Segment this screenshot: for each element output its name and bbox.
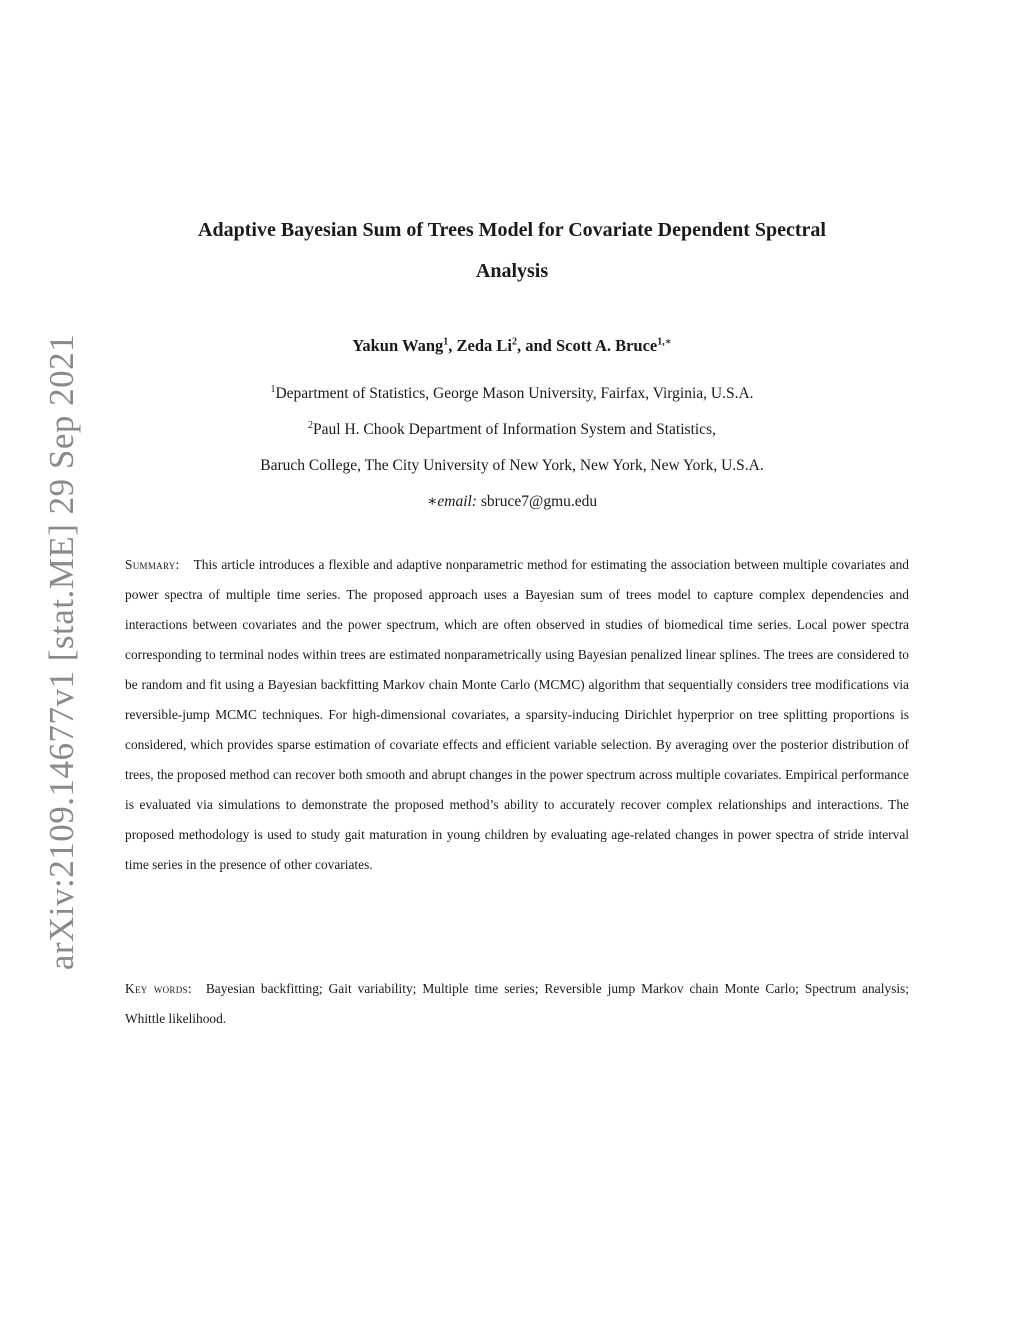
keywords-text: Bayesian backfitting; Gait variability; Multiple time series; Reversible jump Markov chain Monte Carlo; Spectrum analysis; Whittle likelihood.: [125, 981, 909, 1026]
paper-title-line-1: Adaptive Bayesian Sum of Trees Model for Covariate Dependent Spectral: [198, 219, 826, 241]
affiliations: [0, 376, 1024, 520]
author-affiliation-mark: 1,∗: [657, 336, 672, 348]
corresponding-email: [0, 484, 1024, 520]
keywords-label: Key words:: [125, 981, 192, 996]
email-label: email:: [437, 493, 477, 510]
author-separator: , and: [517, 336, 556, 355]
paper-title-line-2: Analysis: [475, 260, 549, 282]
author-name: Yakun Wang: [352, 336, 444, 355]
author-name: Zeda Li: [456, 336, 512, 355]
summary-text: This article introduces a flexible and adaptive nonparametric method for estimating the association between multiple covariates and power spectra of multiple time series. The proposed approach uses a Bayesian sum of trees model to capture complex dependencies and interactions between covariates and the power spectrum, which are often observed in studies of biomedical time series. Local power spectra corresponding to terminal nodes within trees are estimated nonparametrically using Bayesian penalized linear splines. The trees are considered to be random and fit using a Bayesian backfitting Markov chain Monte Carlo (MCMC) algorithm that sequentially considers tree modifications via reversible-jump MCMC techniques. For high-dimensional covariates, a sparsity-inducing Dirichlet hyperprior on tree splitting proportions is considered, which provides sparse estimation of covariate effects and efficient variable selection. By averaging over the posterior distribution of trees, the proposed method can recover both smooth and abrupt changes in the power spectrum across multiple covariates. Empirical performance is evaluated via simulations to demonstrate the proposed method’s ability to accurately recover complex relationships and interactions. The proposed methodology is used to study gait maturation in young children by evaluating age-related changes in power spectra of stride interval time series in the presence of other covariates.: [125, 557, 909, 872]
email-marker: ∗: [426, 493, 438, 510]
author-name: Scott A. Bruce: [555, 336, 658, 355]
author-affiliation-mark: 2: [512, 336, 517, 348]
affiliation-2-continued: Baruch College, The City University of New York, New York, New York, U.S.A.: [260, 457, 764, 474]
affiliation-text: Department of Statistics, George Mason University, Fairfax, Virginia, U.S.A.: [275, 385, 754, 402]
affiliation-text: Paul H. Chook Department of Information System and Statistics,: [313, 421, 716, 438]
arxiv-identifier-stamp: arXiv:2109.14677v1 [stat.ME] 29 Sep 2021: [42, 333, 81, 971]
summary-label: Summary:: [125, 557, 180, 572]
author-separator: ,: [448, 336, 457, 355]
affiliation-2: [0, 412, 1024, 448]
paper-title: [0, 210, 1024, 292]
affiliation-1: [0, 376, 1024, 412]
email-address[interactable]: sbruce7@gmu.edu: [480, 493, 598, 510]
affiliation-mark: 2: [308, 419, 314, 431]
affiliation-mark: 1: [270, 383, 276, 395]
abstract-summary: [125, 550, 909, 880]
author-affiliation-mark: 1: [443, 336, 449, 348]
keywords: [125, 974, 909, 1034]
author-list: [0, 334, 1024, 358]
